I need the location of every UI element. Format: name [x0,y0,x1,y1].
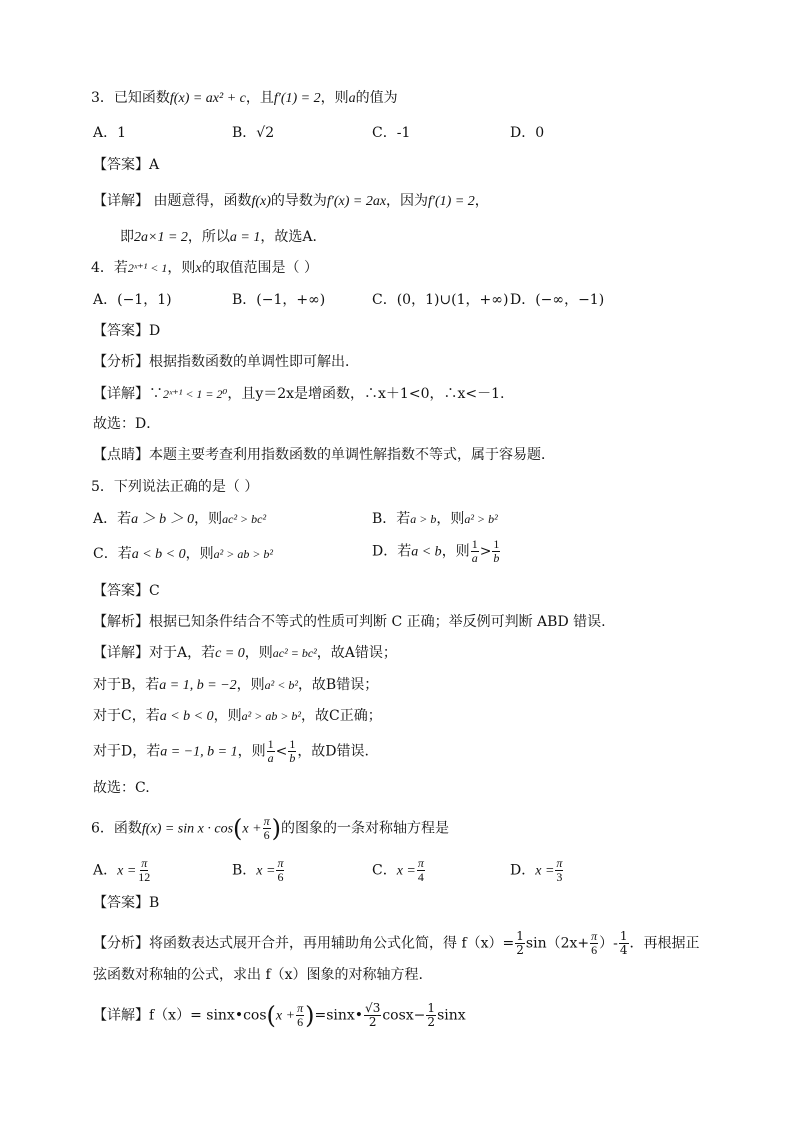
q3-detail-text: ， [474,193,489,209]
q6-opt-lhs: x = [256,863,276,879]
q6-pi-over-6 [263,815,271,842]
q3-detail-cond: f′(1) = 2 [428,194,475,209]
q3-condition: f′(1) = 2 [273,91,321,106]
q4-option-a: A．(−1，1) [93,292,172,308]
detail-tag: 【详解】 [93,193,149,209]
q5-option-a [93,509,266,530]
q6-stem [91,815,449,842]
frac-numerator: 1 [493,537,500,551]
q5-detail-cond: a = 1, b = −2 [159,678,237,693]
q3-function: f(x) = ax² + c [169,91,246,106]
q3-option-d: D．0 [510,125,545,141]
q5-detail-result: a² < b² [264,678,298,692]
q6-function-lhs: f(x) = sin x · cos [141,821,234,837]
frac-denominator: 2 [368,1015,377,1029]
q5-opt-cond: a > b [410,512,437,526]
analysis-tag: 【分析】 [93,935,149,952]
q3-var-a: a [348,91,356,106]
frac-numerator: π [297,1001,304,1015]
q6-analysis-frac3 [619,930,629,957]
q5-conclusion: 故选：C. [93,780,150,796]
answer-tag: 【答案】 [93,323,149,339]
frac-denominator: 6 [297,1015,304,1029]
frac-denominator: b [493,551,500,565]
detail-tag: 【详解】 [93,386,149,402]
q5-answer [93,581,160,601]
frac-numerator: 1 [516,929,524,943]
frac-numerator: √3 [365,1001,381,1015]
q6-detail-arg: x + [275,1008,296,1024]
q4-var-x: x [195,261,202,276]
frac-denominator: a [267,751,274,765]
q5-optD-op: > [479,543,492,560]
frac-denominator: a [471,551,478,565]
q5-detail-cond: a = −1, b = 1 [160,744,238,760]
frac-numerator: 1 [471,537,478,551]
q5-opt-label: C．若 [93,546,132,562]
frac-numerator: 1 [267,737,274,751]
q6-analysis-text: sin（2x+ [525,935,590,952]
answer-tag: 【答案】 [93,583,149,599]
q5-detail-text: ，故D错误. [297,743,369,760]
q6-detail-sqrt3-over-2 [364,1002,381,1029]
q4-analysis-text: 根据指数函数的单调性即可解出． [149,354,359,370]
q4-stem [91,258,318,279]
frac-numerator: π [141,856,148,870]
q6-stem-prefix: 6．函数 [91,820,142,837]
q5-detail-text: ，则 [236,677,265,693]
q6-opt-lhs: x = [396,863,416,879]
q4-stem-suffix: 的取值范围是（ ） [201,260,319,276]
q4-detail [93,384,504,404]
q5-analysis-text: 根据已知条件结合不等式的性质可判断 C 正确；举反例可判断 ABD 错误. [149,614,606,630]
q5-detail-line4 [93,738,369,765]
paren-open: ( [266,1001,276,1030]
q6-option-c [372,857,426,884]
q4-comment-text: 本题主要考查利用指数函数的单调性解指数不等式，属于容易题． [149,447,555,463]
paren-open: ( [233,814,243,843]
q3-answer-value: A [149,157,160,173]
q6-answer-value: B [149,895,160,911]
q6-detail-text: cosx− [382,1007,426,1024]
q5-detail-result: ac² = bc² [272,646,317,660]
q5-detail-line3 [93,706,382,727]
q6-stem-suffix: 的图象的一条对称轴方程是 [280,820,449,837]
q6-analysis-text: 将函数表达式展开合并，再用辅助角公式化简，得 f（x）= [149,935,515,952]
q6-detail-pi-over-6 [296,1002,304,1029]
q5-answer-value: C [149,583,160,599]
q6-analysis-line2: 弦函数对称轴的公式，求出 f（x）图象的对称轴方程. [93,967,423,983]
q5-detail-cond: a < b < 0 [159,709,214,724]
frac-numerator: π [556,856,563,870]
q6-analysis-frac1 [515,930,525,957]
q5-opt-cond: a < b < 0 [131,547,186,562]
q4-detail-text: ，且y＝2x是增函数，∴x＋1<0，∴x<－1. [227,386,505,402]
q6-analysis-text: ）- [599,935,618,952]
frac-denominator: 2 [427,1015,436,1029]
frac-denominator: 4 [417,870,424,884]
q6-opt-label: D． [510,862,536,879]
q3-detail-text: 由题意得，函数 [153,193,252,209]
q5-detail-text: 对于B，若 [93,677,160,693]
q3-stem-mid2: ，则 [320,90,349,106]
q5-detail-text: ，则 [237,743,266,760]
q3-option-c: C．-1 [372,125,411,141]
q6-opt-lhs: x = [117,863,137,879]
q6-optC-frac [417,857,425,884]
q5-detail-text: ，则 [213,708,242,724]
q4-conclusion: 故选：D． [93,416,161,432]
q5-opt-result: a² > ab > b² [213,547,274,561]
q5-opt-cond: a < b [411,544,442,560]
q4-option-d: D．(−∞，−1) [510,292,605,308]
q3-detail-text: 即 [120,229,134,245]
frac-denominator: 2 [516,943,524,957]
q6-opt-label: A． [93,862,118,879]
q5-option-b [372,509,498,529]
q4-stem-prefix: 4．若 [91,260,128,276]
q5-detail-result: a² > ab > b² [241,709,302,723]
q5-detail-text: ，故A错误； [316,645,397,661]
q5-optD-frac1 [471,538,479,565]
q5-detail-line1 [93,643,397,664]
q3-detail-line1 [93,191,489,212]
frac-denominator: 3 [556,870,563,884]
q5-detail-text: 对于C，若 [93,708,160,724]
q5-opt-result: a² > b² [464,512,498,526]
paren-close: ) [271,814,281,843]
frac-denominator: 6 [263,828,270,842]
q3-stem-suffix: 的值为 [355,90,398,106]
frac-numerator: 1 [289,737,296,751]
q3-detail-derivative: f′(x) = 2ax [326,194,387,209]
q3-detail-text: 的导数为 [270,193,327,209]
q6-detail-text: =sinx• [314,1007,364,1024]
q3-option-a: A．1 [93,125,127,141]
answer-tag: 【答案】 [93,157,149,173]
q6-detail-text: f（x）= sinx•cos [149,1007,267,1024]
q5-detail-text: ，则 [244,645,273,661]
q5-detail-cond: c = 0 [215,646,245,661]
q5-optD-frac2 [492,538,500,565]
q5-detail-text: ，故C正确； [301,708,382,724]
frac-numerator: 1 [427,1001,436,1015]
q3-answer [93,155,159,175]
comment-tag: 【点睛】 [93,447,149,463]
frac-denominator: b [289,751,296,765]
q4-stem-mid: ，则 [167,260,196,276]
q6-option-b [232,857,285,884]
frac-denominator: 6 [591,943,598,957]
frac-numerator: 1 [619,929,628,943]
q5-opt-mid: ，则 [185,546,214,562]
q6-opt-label: C． [372,862,397,879]
q6-opt-label: B． [232,862,257,879]
q3-stem-prefix: 3．已知函数 [91,90,170,106]
q3-detail-line2 [120,227,326,248]
q6-option-d [510,857,564,884]
q5-opt-label: A．若 [93,511,132,527]
q4-answer [93,321,160,341]
q3-stem [91,88,398,109]
q5-opt-mid: ，则 [194,511,223,527]
q5-detail-frac1 [267,738,275,765]
q3-detail-fx: f(x) [251,194,271,209]
frac-denominator: 12 [138,870,151,884]
q4-answer-value: D [149,323,161,339]
q6-detail-text: sinx [437,1007,466,1024]
q5-opt-mid: ，则 [436,511,465,527]
q4-detail-ineq: 2ˣ⁺¹ < 1 = 2⁰ [163,387,228,401]
q3-option-b: B．√2 [232,125,275,141]
q6-detail-half [426,1002,436,1029]
q6-option-a [93,857,152,884]
q6-optB-frac [276,857,284,884]
q3-stem-mid: ，且 [245,90,274,106]
q6-detail [93,1002,466,1029]
q6-analysis-text: ．再根据正 [629,935,700,952]
q5-opt-mid: ，则 [441,543,470,560]
q3-detail-result: a = 1 [229,230,261,245]
q6-analysis-line1 [93,930,700,957]
q5-detail-text: 对于A，若 [149,645,216,661]
q4-inequality: 2ˣ⁺¹ < 1 [127,261,168,275]
q6-optD-frac [555,857,563,884]
detail-tag: 【详解】 [93,645,149,661]
q5-analysis [93,612,606,632]
q5-detail-text: 对于D，若 [93,743,161,760]
q5-opt-label: B．若 [372,511,411,527]
q3-detail-text: ，故选A． [260,229,327,245]
q4-option-c: C．(0，1)∪(1，+∞) [372,292,509,308]
q6-optA-frac [137,857,151,884]
paren-close: ) [305,1001,315,1030]
frac-denominator: 6 [277,870,284,884]
detail-tag: 【详解】 [93,1007,149,1024]
q3-detail-text: ，所以 [187,229,230,245]
q6-answer [93,893,159,913]
q5-detail-frac2 [288,738,296,765]
q5-option-d [372,538,501,565]
q4-analysis [93,352,359,372]
q5-opt-result: ac² > bc² [222,512,267,526]
answer-tag: 【答案】 [93,895,149,911]
q5-option-c [93,544,273,565]
analysis-tag: 【分析】 [93,354,149,370]
q5-stem: 5．下列说法正确的是（ ） [91,479,259,495]
frac-denominator: 4 [619,943,628,957]
frac-numerator: π [263,814,270,828]
q5-detail-text: ，故B错误； [297,677,379,693]
q3-detail-eq: 2a×1 = 2 [134,230,188,245]
q3-detail-text: ，因为 [386,193,429,209]
q6-opt-lhs: x = [535,863,555,879]
q4-comment [93,445,555,465]
frac-numerator: π [417,856,424,870]
q4-option-b: B．(−1，+∞) [232,292,326,308]
q4-because-symbol: ∵ [149,386,163,402]
q5-detail-line2 [93,675,378,696]
frac-numerator: π [591,929,598,943]
q5-detail-op: < [275,743,288,760]
q6-function-arg: x + [242,821,262,837]
q5-opt-label: D．若 [372,543,412,560]
analysis-tag: 【解析】 [93,614,149,630]
q5-opt-cond: a ＞ b ＞ 0 [131,512,195,527]
frac-numerator: π [277,856,284,870]
q6-analysis-frac2 [590,930,598,957]
